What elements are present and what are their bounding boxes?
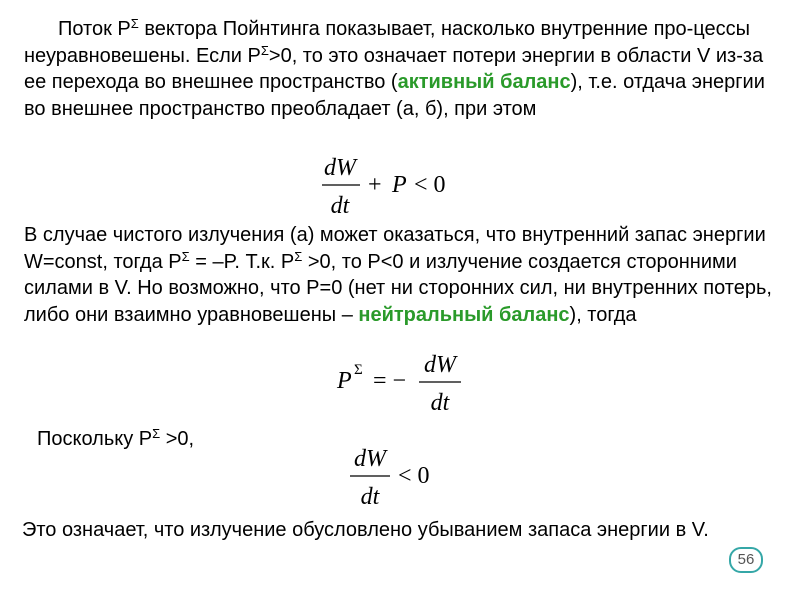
paragraph-since: Поскольку $P^\Sigma >0$,	[37, 426, 195, 450]
page-number-badge: 56	[729, 547, 763, 573]
formula-numerator: dW	[424, 352, 456, 378]
formula-denominator: dt	[360, 484, 380, 510]
formula-denominator: dt	[430, 390, 450, 416]
formula-less-zero: < 0	[398, 463, 430, 489]
formula-P: P	[392, 172, 407, 198]
highlight-neutral-balance: нейтральный баланс	[358, 303, 570, 326]
formula-denominator: dt	[330, 193, 350, 219]
highlight-active-balance: активный баланс	[397, 71, 571, 93]
formula-plus: +	[368, 172, 382, 198]
formula-sigma-superscript: Σ	[354, 362, 363, 378]
formula-energy-loss	[320, 145, 470, 221]
paragraph-neutral-balance: В случае чистого излучения (а) может оказаться, что внутренний запас энергии W=const, тогда $P^\Sigma = -P$. Т.к. $P^\Sigma >0$, то P<0 и излучение создается сторонними силами в V. Но возможно, что P=0 (нет ни сторонних сил, ни внутренних потерь, либо они взаимно уравновешены – нейтральный баланс), тогда	[24, 224, 772, 326]
paragraph-active-balance: Поток $P^\Sigma$ вектора Пойнтинга показывает, насколько внутренние про-цессы неуравновешены. Если $P^\Sigma>0$, то это означает потери энергии в области V из-за ее перехода во внешнее пространство (активный баланс), т.е. отдача энергии во внешнее пространство преобладает (а, б), при этом	[24, 16, 765, 120]
formula-equals-minus: = −	[373, 368, 407, 394]
formula-energy-decrease	[348, 440, 458, 514]
formula-flux-equals-energy-rate	[335, 346, 475, 422]
formula-numerator: dW	[324, 155, 356, 181]
formula-P-sigma: P	[337, 368, 352, 394]
formula-less-zero: < 0	[414, 172, 446, 198]
formula-numerator: dW	[354, 446, 386, 472]
paragraph-conclusion: Это означает, что излучение обусловлено убыванием запаса энергии в V.	[22, 519, 709, 541]
